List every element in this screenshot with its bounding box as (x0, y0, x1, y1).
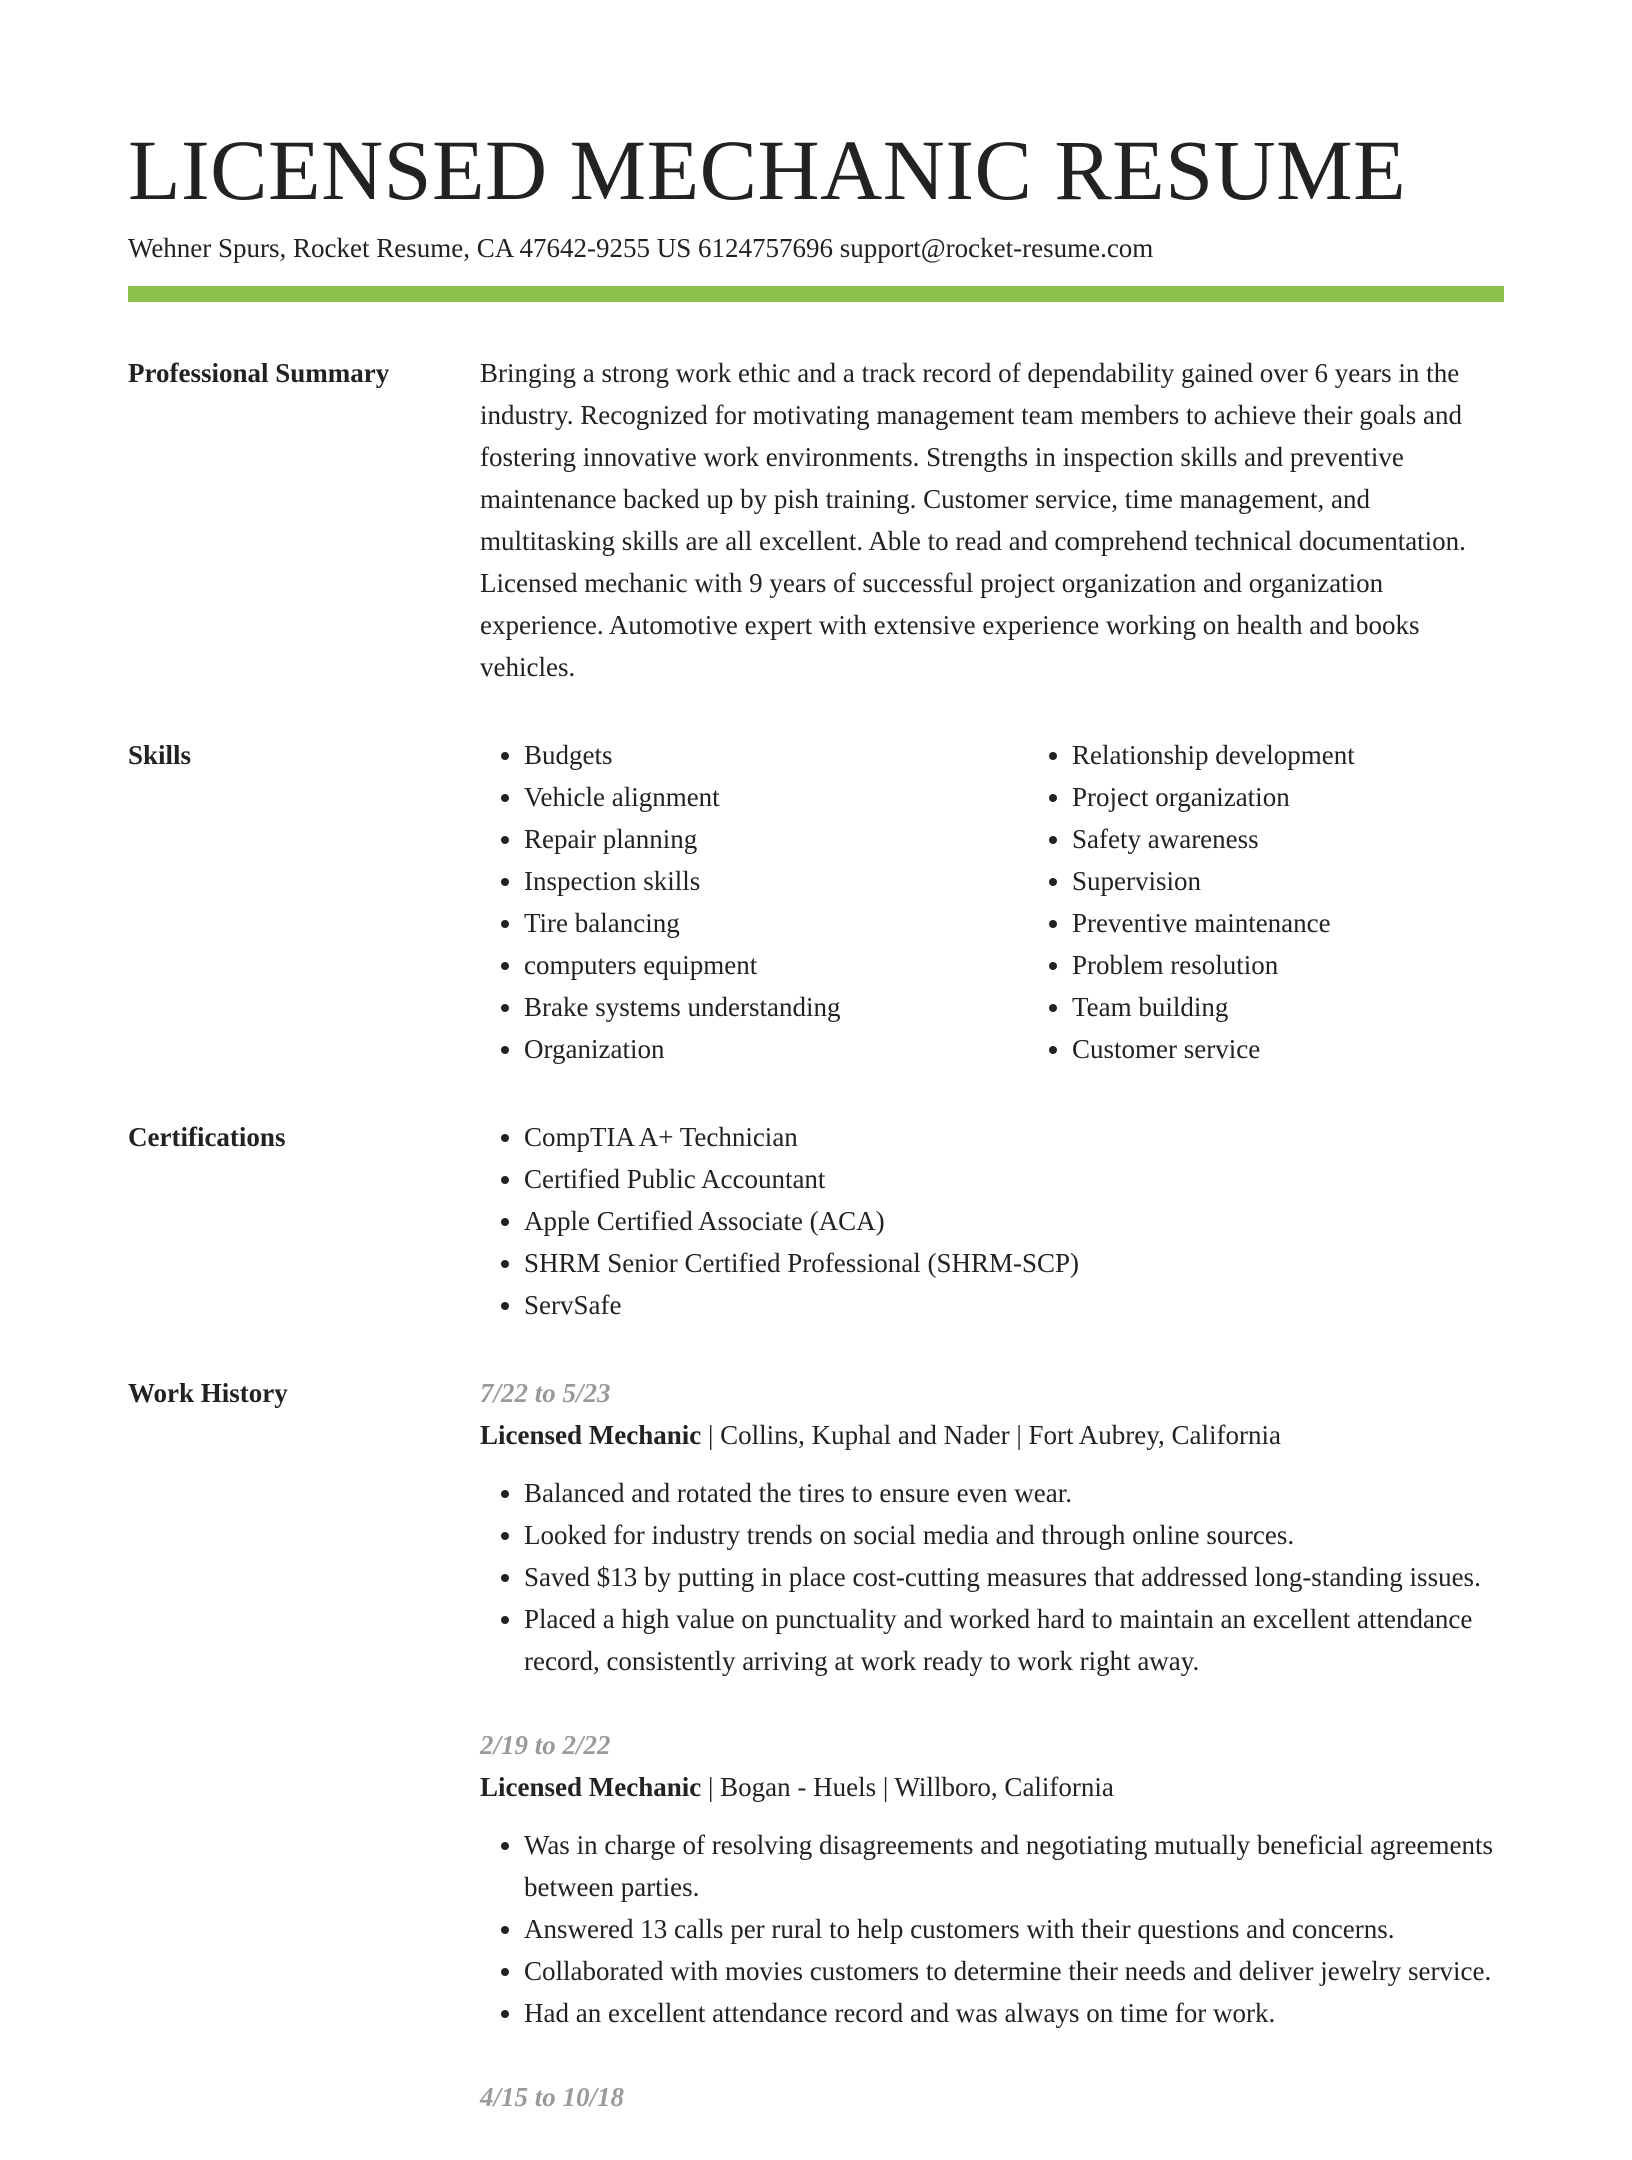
certification-item: • CompTIA A+ Technician (524, 1116, 1504, 1158)
skills-list-right (1028, 734, 1504, 1070)
skill-item: • Vehicle alignment (524, 776, 1028, 818)
certification-item: • ServSafe (524, 1284, 1504, 1326)
job-heading (480, 1414, 1504, 1456)
job-entry (480, 1372, 1504, 1682)
skill-item: • Problem resolution (1072, 944, 1504, 986)
job-bullets (480, 1824, 1504, 2034)
skill-item: • Team building (1072, 986, 1504, 1028)
skills-body (480, 734, 1504, 1070)
contact-line: Wehner Spurs, Rocket Resume, CA 47642-9255 US 6124757696 support@rocket-resume.com (128, 233, 1154, 263)
resume-title: LICENSED MECHANIC RESUME (128, 122, 1407, 218)
work-history-section (128, 1372, 1504, 2160)
certification-item: • Apple Certified Associate (ACA) (524, 1200, 1504, 1242)
job-bullet: • Had an excellent attendance record and was always on time for work. (524, 1992, 1504, 2034)
skill-item: • Budgets (524, 734, 1028, 776)
skill-item: • Relationship development (1072, 734, 1504, 776)
summary-text: Bringing a strong work ethic and a track record of dependability gained over 6 years in the industry. Recognized for motivating management team members to achieve their goals and fostering innovative work environments. Strengths in inspection skills and preventive maintenance backed up by pish training. Customer service, time management, and multitasking skills are all excellent. Able to read and comprehend technical documentation. Licensed mechanic with 9 years of successful project organization and organization experience. Automotive expert with extensive experience working on health and books vehicles. (480, 358, 1466, 682)
certification-item: • Certified Public Accountant (524, 1158, 1504, 1200)
skill-item: • Preventive maintenance (1072, 902, 1504, 944)
skill-item: • Project organization (1072, 776, 1504, 818)
skills-section (128, 734, 1504, 1070)
skill-item: • Brake systems understanding (524, 986, 1028, 1028)
certifications-body (480, 1116, 1504, 1326)
work-history-body (480, 1372, 1504, 2160)
skill-item: • Tire balancing (524, 902, 1028, 944)
job-bullet: • Answered 13 calls per rural to help customers with their questions and concerns. (524, 1908, 1504, 1950)
job-dates: 7/22 to 5/23 (480, 1378, 611, 1408)
summary-section (128, 352, 1504, 688)
job-bullet: • Saved $13 by putting in place cost-cutting measures that addressed long-standing issues. (524, 1556, 1504, 1598)
job-dates: 4/15 to 10/18 (480, 2082, 625, 2112)
certifications-section (128, 1116, 1504, 1326)
section-label-summary: Professional Summary (128, 358, 390, 388)
job-bullet: • Was in charge of resolving disagreements and negotiating mutually beneficial agreements between parties. (524, 1824, 1504, 1908)
skill-item: • Supervision (1072, 860, 1504, 902)
skill-item: • Customer service (1072, 1028, 1504, 1070)
skill-item: • Inspection skills (524, 860, 1028, 902)
job-bullet: • Balanced and rotated the tires to ensure even wear. (524, 1472, 1504, 1514)
job-title: Licensed Mechanic (480, 1772, 702, 1802)
job-bullet: • Placed a high value on punctuality and worked hard to maintain an excellent attendance record, consistently arriving at work ready to work right away. (524, 1598, 1504, 1682)
job-employer-location: | Bogan - Huels | Willboro, California (701, 1772, 1114, 1802)
skill-item: • Safety awareness (1072, 818, 1504, 860)
skills-list-left (480, 734, 1028, 1070)
skill-item: • Organization (524, 1028, 1028, 1070)
job-bullets (480, 1472, 1504, 1682)
job-entry (480, 1724, 1504, 2034)
resume-page (128, 0, 1504, 2160)
accent-divider (128, 286, 1504, 302)
job-heading (480, 1766, 1504, 1808)
section-label-skills: Skills (128, 740, 192, 770)
summary-body (480, 352, 1504, 688)
job-employer-location: | Collins, Kuphal and Nader | Fort Aubrey, California (701, 1420, 1281, 1450)
job-dates: 2/19 to 2/22 (480, 1730, 611, 1760)
skill-item: • computers equipment (524, 944, 1028, 986)
job-bullet: • Looked for industry trends on social media and through online sources. (524, 1514, 1504, 1556)
skill-item: • Repair planning (524, 818, 1028, 860)
section-label-work-history: Work History (128, 1378, 288, 1408)
section-label-certifications: Certifications (128, 1122, 286, 1152)
job-title: Licensed Mechanic (480, 1420, 702, 1450)
certifications-list (480, 1116, 1504, 1326)
certification-item: • SHRM Senior Certified Professional (SHRM-SCP) (524, 1242, 1504, 1284)
job-bullet: • Collaborated with movies customers to determine their needs and deliver jewelry service. (524, 1950, 1504, 1992)
